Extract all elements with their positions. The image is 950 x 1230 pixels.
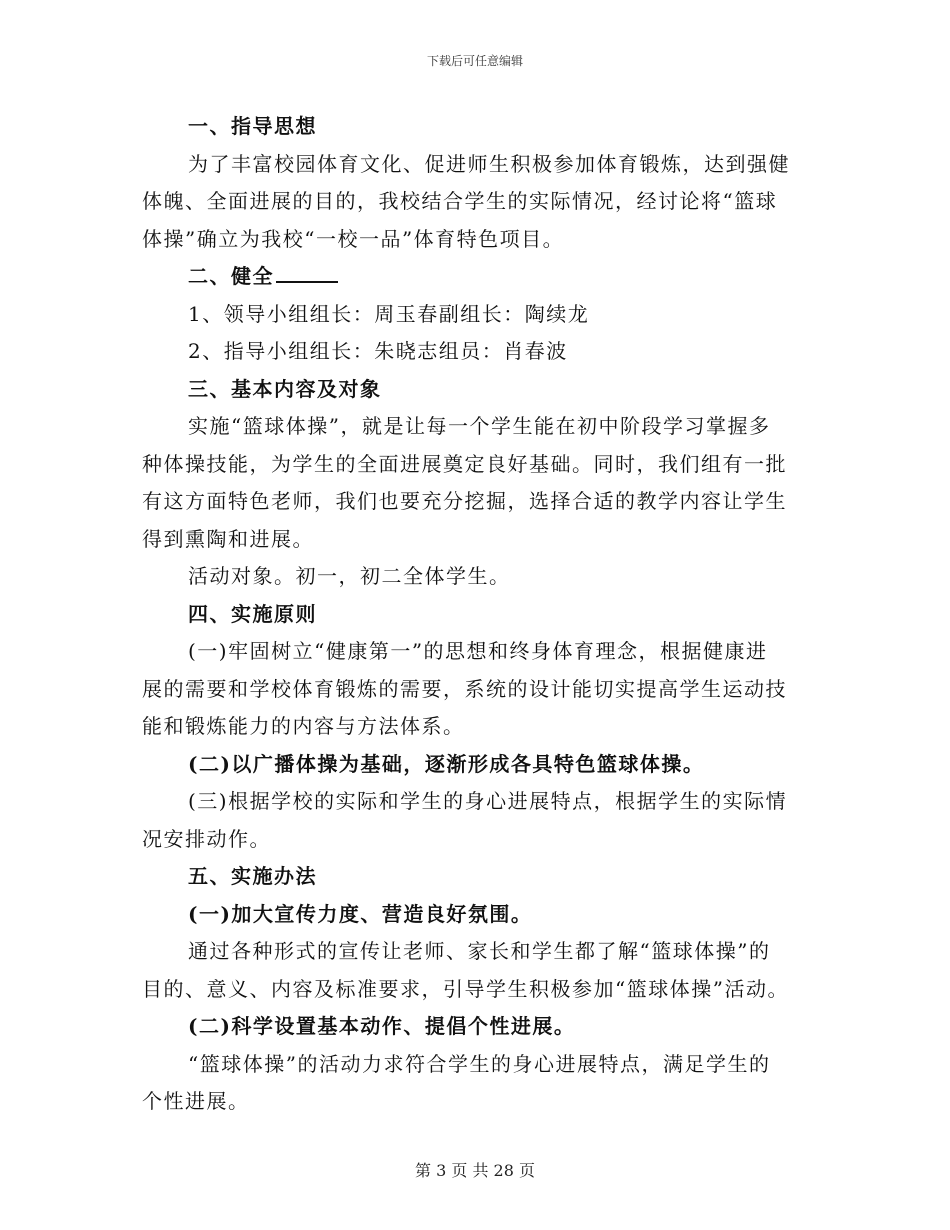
- principle-3-line: (三)根据学校的实际和学生的身心进展特点，根据学生的实际情: [188, 789, 788, 813]
- page-number: 第 3 页 共 28 页: [415, 1161, 535, 1180]
- section-3-paragraph-line: 得到熏陶和进展。: [142, 526, 314, 551]
- section-4-title: 四、实施原则: [188, 601, 317, 626]
- section-2-title-text: 二、健全: [188, 264, 274, 288]
- section-1-paragraph-line: 体操”确立为我校“一校一品”体育特色项目。: [142, 226, 565, 251]
- method-1-line: 通过各种形式的宣传让老师、家长和学生都了解“篮球体操”的: [188, 939, 771, 963]
- section-1-paragraph-line: 为了丰富校园体育文化、促进师生积极参加体育锻炼，达到强健: [188, 151, 790, 176]
- method-1-line: 目的、意义、内容及标准要求，引导学生积极参加“篮球体操”活动。: [142, 976, 789, 1001]
- section-1-title: 一、指导思想: [188, 114, 317, 138]
- method-1-heading: (一)加大宣传力度、营造良好氛围。: [188, 901, 533, 926]
- method-2-heading: (二)科学设置基本动作、提倡个性进展。: [188, 1014, 576, 1038]
- blank-underline: [276, 261, 338, 283]
- section-1-paragraph-line: 体魄、全面进展的目的，我校结合学生的实际情况，经讨论将“篮球: [142, 189, 778, 213]
- section-3-title: 三、基本内容及对象: [188, 376, 382, 401]
- principle-1-line: 展的需要和学校体育锻炼的需要，系统的设计能切实提高学生运动技: [142, 676, 787, 701]
- page-header-note: 下载后可任意编辑: [426, 54, 523, 68]
- principle-2-line: (二)以广播体操为基础，逐渐形成各具特色篮球体操。: [188, 751, 705, 776]
- principle-1-line: (一)牢固树立“健康第一”的思想和终身体育理念，根据健康进: [188, 639, 768, 663]
- document-body: [142, 108, 808, 1121]
- principle-1-line: 能和锻炼能力的内容与方法体系。: [142, 714, 465, 738]
- section-3-paragraph-line: 实施“篮球体操”，就是让每一个学生能在初中阶段学习掌握多: [188, 414, 771, 438]
- section-3-paragraph-line: 种体操技能，为学生的全面进展奠定良好基础。同时，我们组有一批: [142, 451, 787, 476]
- method-2-line: 个性进展。: [142, 1089, 250, 1113]
- activity-target-line: 活动对象。初一，初二全体学生。: [188, 564, 511, 588]
- section-5-title: 五、实施办法: [188, 864, 317, 888]
- principle-3-line: 况安排动作。: [142, 826, 271, 851]
- guidance-group-item: 2、指导小组组长：朱晓志组员：肖春波: [188, 339, 568, 363]
- leadership-group-item: 1、领导小组组长：周玉春副组长：陶续龙: [188, 301, 590, 326]
- method-2-line: “篮球体操”的活动力求符合学生的身心进展特点，满足学生的: [188, 1051, 771, 1076]
- section-2-title: [142, 258, 808, 296]
- section-3-paragraph-line: 有这方面特色老师，我们也要充分挖掘，选择合适的教学内容让学生: [142, 489, 787, 513]
